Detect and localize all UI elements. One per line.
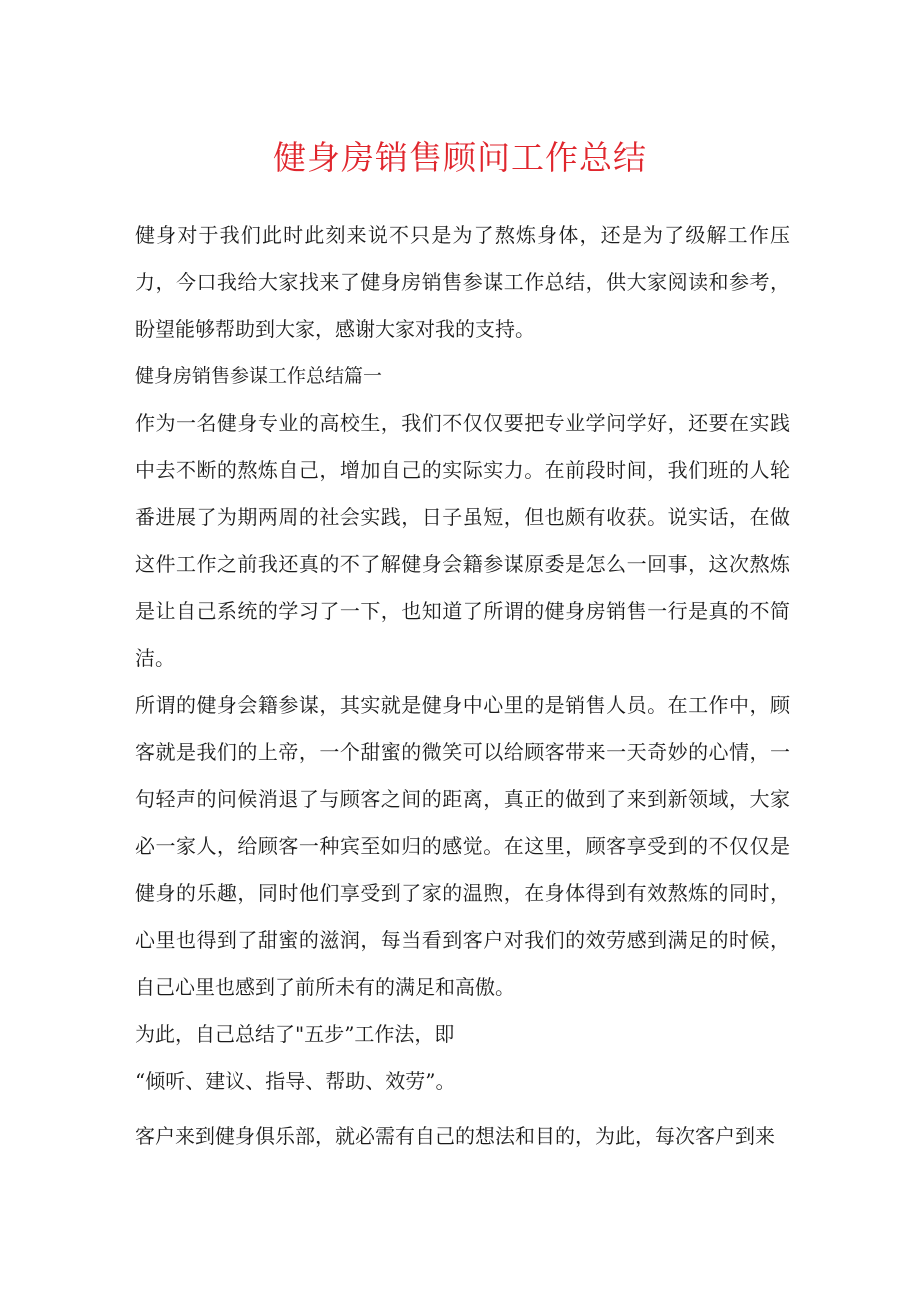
section-heading: 健身房销售参谋工作总结篇一	[135, 365, 383, 387]
document-title: 健身房销售顾问工作总结	[273, 138, 647, 177]
method-quote: “倾听、建议、指导、帮助、效劳”。	[135, 1069, 456, 1093]
body-paragraph-1: 作为一名健身专业的高校生，我们不仅仅要把专业学问学好，还要在实践中去不断的熬炼自己，增加自己的实际实力。在前段时间，我们班的人轮番进展了为期两周的社会实践，日子虽短，但也颇有收获。说实话，在做这件工作之前我还真的不了解健身会籍参谋原委是怎么一回事，这次熬炼是让自己系统的学习了一下，也知道了所谓的健身房销售一行是真的不简洁。	[135, 411, 790, 670]
method-intro: 为此，自己总结了"五步”工作法，即	[135, 1022, 455, 1046]
document-body	[135, 212, 790, 1160]
body-paragraph-2: 所谓的健身会籍参谋，其实就是健身中心里的是销售人员。在工作中，顾客就是我们的上帝，一个甜蜜的微笑可以给顾客带来一天奇妙的心情，一句轻声的问候消退了与顾客之间的距离，真正的做到了来到新领域，大家必一家人，给顾客一种宾至如归的感觉。在这里，顾客享受到的不仅仅是健身的乐趣，同时他们享受到了家的温煦，在身体得到有效熬炼的同时，心里也得到了甜蜜的滋润，每当看到客户对我们的效劳感到满足的时候，自己心里也感到了前所未有的满足和高傲。	[135, 693, 790, 999]
intro-paragraph: 健身对于我们此时此刻来说不只是为了熬炼身体，还是为了级解工作压力，今口我给大家找来了健身房销售参谋工作总结，供大家阅读和参考，盼望能够帮助到大家，感谢大家对我的支持。	[135, 223, 790, 341]
body-paragraph-3: 客户来到健身俱乐部，就必需有自己的想法和目的，为此，每次客户到来	[135, 1124, 775, 1148]
